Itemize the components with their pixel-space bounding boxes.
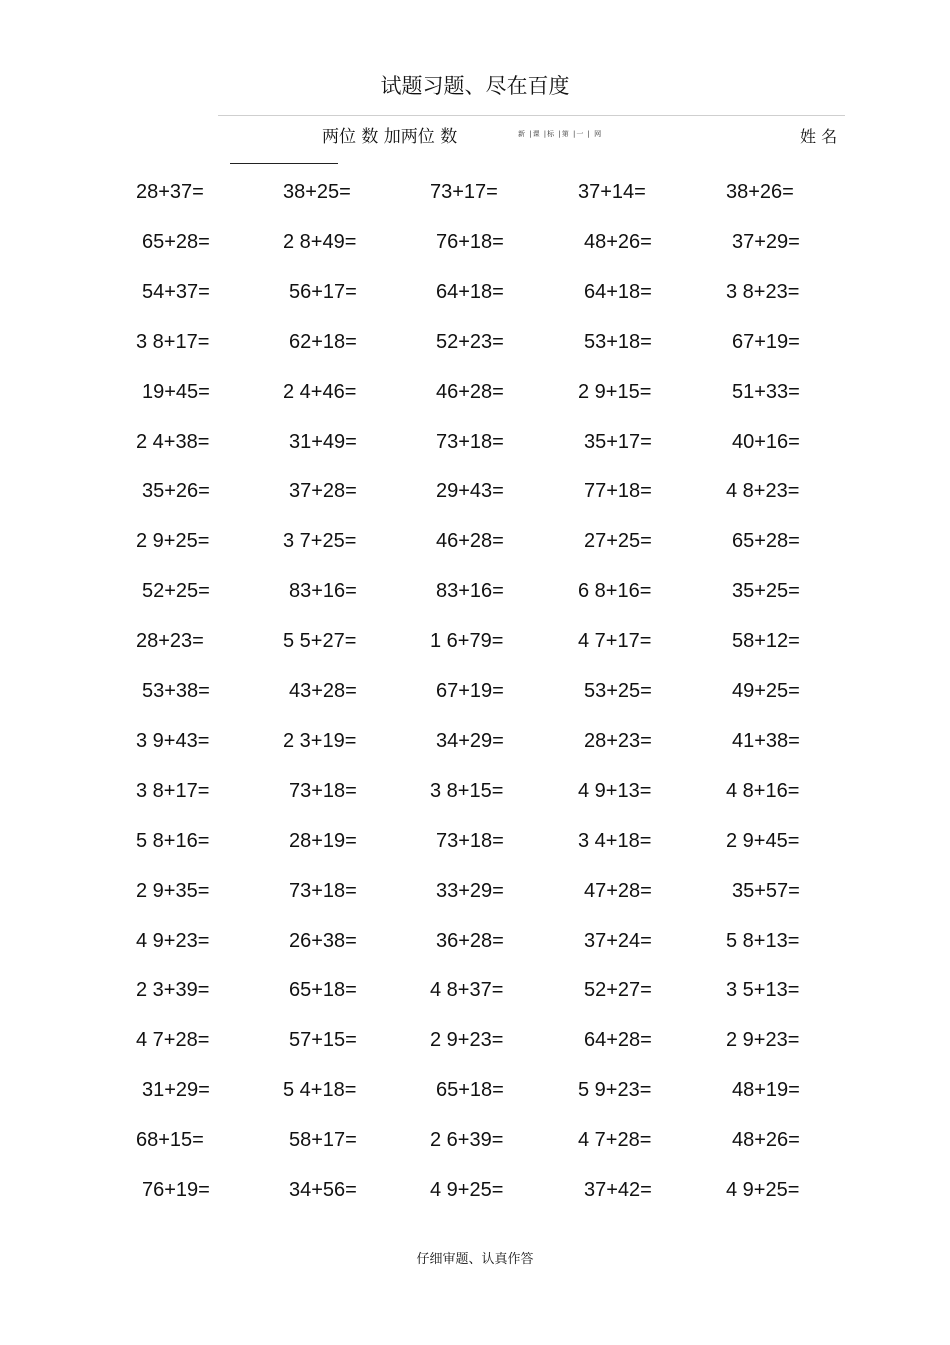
addition-problem: 64+18= [584, 280, 652, 303]
addition-problem: 6 8+16= [578, 580, 652, 603]
addition-problem: 2 9+23= [726, 1029, 800, 1052]
addition-problem: 4 9+25= [726, 1179, 800, 1201]
addition-problem: 2 3+19= [283, 729, 357, 752]
addition-problem: 31+29= [142, 1079, 210, 1102]
problem-row [0, 231, 950, 259]
name-label: 姓 名 [800, 127, 838, 146]
addition-problem: 34+56= [289, 1179, 357, 1201]
problem-row [0, 630, 950, 658]
addition-problem: 35+25= [732, 580, 800, 603]
addition-problem: 5 5+27= [283, 630, 357, 653]
problem-row [0, 181, 950, 209]
addition-problem: 73+18= [436, 829, 504, 852]
addition-problem: 28+37= [136, 181, 204, 203]
problem-row [0, 381, 950, 409]
addition-problem: 5 9+23= [578, 1079, 652, 1102]
addition-problem: 37+24= [584, 929, 652, 952]
addition-problem: 73+17= [430, 181, 498, 203]
addition-problem: 3 9+43= [136, 729, 210, 752]
problem-row [0, 1079, 950, 1107]
addition-problem: 38+26= [726, 181, 794, 203]
addition-problem: 47+28= [584, 879, 652, 902]
addition-problem: 77+18= [584, 480, 652, 503]
addition-problem: 53+25= [584, 680, 652, 702]
addition-problem: 43+28= [289, 680, 357, 702]
addition-problem: 49+25= [732, 680, 800, 702]
addition-problem: 76+18= [436, 230, 504, 253]
addition-problem: 4 7+17= [578, 630, 652, 653]
addition-problem: 3 5+13= [726, 979, 800, 1002]
addition-problem: 28+19= [289, 829, 357, 852]
addition-problem: 67+19= [436, 680, 504, 702]
addition-problem: 2 9+25= [136, 530, 210, 553]
addition-problem: 83+16= [436, 580, 504, 603]
addition-problem: 35+17= [584, 430, 652, 453]
addition-problem: 48+26= [584, 230, 652, 253]
addition-problem: 53+38= [142, 680, 210, 702]
addition-problem: 3 8+23= [726, 280, 800, 303]
addition-problem: 58+12= [732, 630, 800, 653]
addition-problem: 62+18= [289, 330, 357, 353]
addition-problem: 57+15= [289, 1029, 357, 1052]
addition-problem: 37+29= [732, 230, 800, 253]
addition-problem: 65+18= [436, 1079, 504, 1102]
addition-problem: 2 4+46= [283, 380, 357, 403]
addition-problem: 29+43= [436, 480, 504, 503]
addition-problem: 40+16= [732, 430, 800, 453]
addition-problem: 5 4+18= [283, 1079, 357, 1102]
addition-problem: 2 6+39= [430, 1129, 504, 1152]
problem-row [0, 930, 950, 958]
problem-row [0, 1029, 950, 1057]
addition-problem: 67+19= [732, 330, 800, 353]
addition-problem: 65+28= [142, 230, 210, 253]
addition-problem: 73+18= [436, 430, 504, 453]
addition-problem: 1 6+79= [430, 630, 504, 653]
addition-problem: 73+18= [289, 879, 357, 902]
addition-problem: 52+25= [142, 580, 210, 603]
addition-problem: 3 7+25= [283, 530, 357, 553]
problem-row [0, 730, 950, 758]
problem-row [0, 431, 950, 459]
addition-problem: 3 8+17= [136, 330, 210, 353]
addition-problem: 37+28= [289, 480, 357, 503]
site-watermark: 新 |课 |标 |第 |一 | 网 [518, 130, 603, 138]
addition-problem: 27+25= [584, 530, 652, 553]
addition-problem: 28+23= [584, 729, 652, 752]
addition-problem: 2 9+35= [136, 879, 210, 902]
addition-problem: 26+38= [289, 929, 357, 952]
problem-row [0, 680, 950, 708]
addition-problem: 46+28= [436, 530, 504, 553]
addition-problem: 35+26= [142, 480, 210, 503]
addition-problem: 64+18= [436, 280, 504, 303]
footer-note: 仔细审题、认真作答 [416, 1252, 534, 1267]
addition-problem: 46+28= [436, 380, 504, 403]
addition-problem: 2 4+38= [136, 430, 210, 453]
addition-problem: 19+45= [142, 380, 210, 403]
addition-problem: 5 8+13= [726, 929, 800, 952]
addition-problem: 64+28= [584, 1029, 652, 1052]
addition-problem: 2 9+23= [430, 1029, 504, 1052]
problem-row [0, 880, 950, 908]
addition-problem: 3 4+18= [578, 829, 652, 852]
addition-problem: 54+37= [142, 280, 210, 303]
addition-problem: 28+23= [136, 630, 204, 653]
addition-problem: 73+18= [289, 779, 357, 802]
addition-problem: 65+18= [289, 979, 357, 1002]
addition-problem: 4 7+28= [578, 1129, 652, 1152]
header-divider [218, 115, 845, 116]
addition-problem: 56+17= [289, 280, 357, 303]
addition-problem: 52+23= [436, 330, 504, 353]
addition-problem: 83+16= [289, 580, 357, 603]
problem-row [0, 331, 950, 359]
addition-problem: 35+57= [732, 879, 800, 902]
addition-problem: 37+14= [578, 181, 646, 203]
addition-problem: 4 9+13= [578, 779, 652, 802]
problem-row [0, 1129, 950, 1157]
addition-problem: 65+28= [732, 530, 800, 553]
addition-problem: 4 7+28= [136, 1029, 210, 1052]
addition-problem: 4 8+37= [430, 979, 504, 1002]
addition-problem: 36+28= [436, 929, 504, 952]
addition-problem: 4 8+16= [726, 779, 800, 802]
problem-row [0, 780, 950, 808]
addition-problem: 53+18= [584, 330, 652, 353]
addition-problem: 48+26= [732, 1129, 800, 1152]
addition-problem: 3 8+15= [430, 779, 504, 802]
addition-problem: 76+19= [142, 1179, 210, 1201]
addition-problem: 38+25= [283, 181, 351, 203]
problem-row [0, 480, 950, 508]
problem-row [0, 1179, 950, 1207]
addition-problem: 2 3+39= [136, 979, 210, 1002]
addition-problem: 2 9+45= [726, 829, 800, 852]
addition-problem: 4 9+23= [136, 929, 210, 952]
addition-problem: 52+27= [584, 979, 652, 1002]
addition-problem: 3 8+17= [136, 779, 210, 802]
addition-problem: 51+33= [732, 380, 800, 403]
name-blank-line [230, 163, 338, 164]
problem-row [0, 281, 950, 309]
addition-problem: 4 9+25= [430, 1179, 504, 1201]
addition-problem: 34+29= [436, 729, 504, 752]
addition-problem: 41+38= [732, 729, 800, 752]
problem-row [0, 580, 950, 608]
addition-problem: 58+17= [289, 1129, 357, 1152]
problem-row [0, 530, 950, 558]
addition-problem: 4 8+23= [726, 480, 800, 503]
addition-problem: 2 9+15= [578, 380, 652, 403]
addition-problem: 5 8+16= [136, 829, 210, 852]
addition-problem: 33+29= [436, 879, 504, 902]
addition-problem: 2 8+49= [283, 230, 357, 253]
problem-row [0, 979, 950, 1007]
addition-problem: 48+19= [732, 1079, 800, 1102]
addition-problem: 31+49= [289, 430, 357, 453]
worksheet-subtitle: 两位 数 加两位 数 [322, 127, 458, 147]
problem-row [0, 830, 950, 858]
addition-problem: 68+15= [136, 1129, 204, 1152]
addition-problem: 37+42= [584, 1179, 652, 1201]
page-title: 试题习题、尽在百度 [380, 74, 570, 98]
